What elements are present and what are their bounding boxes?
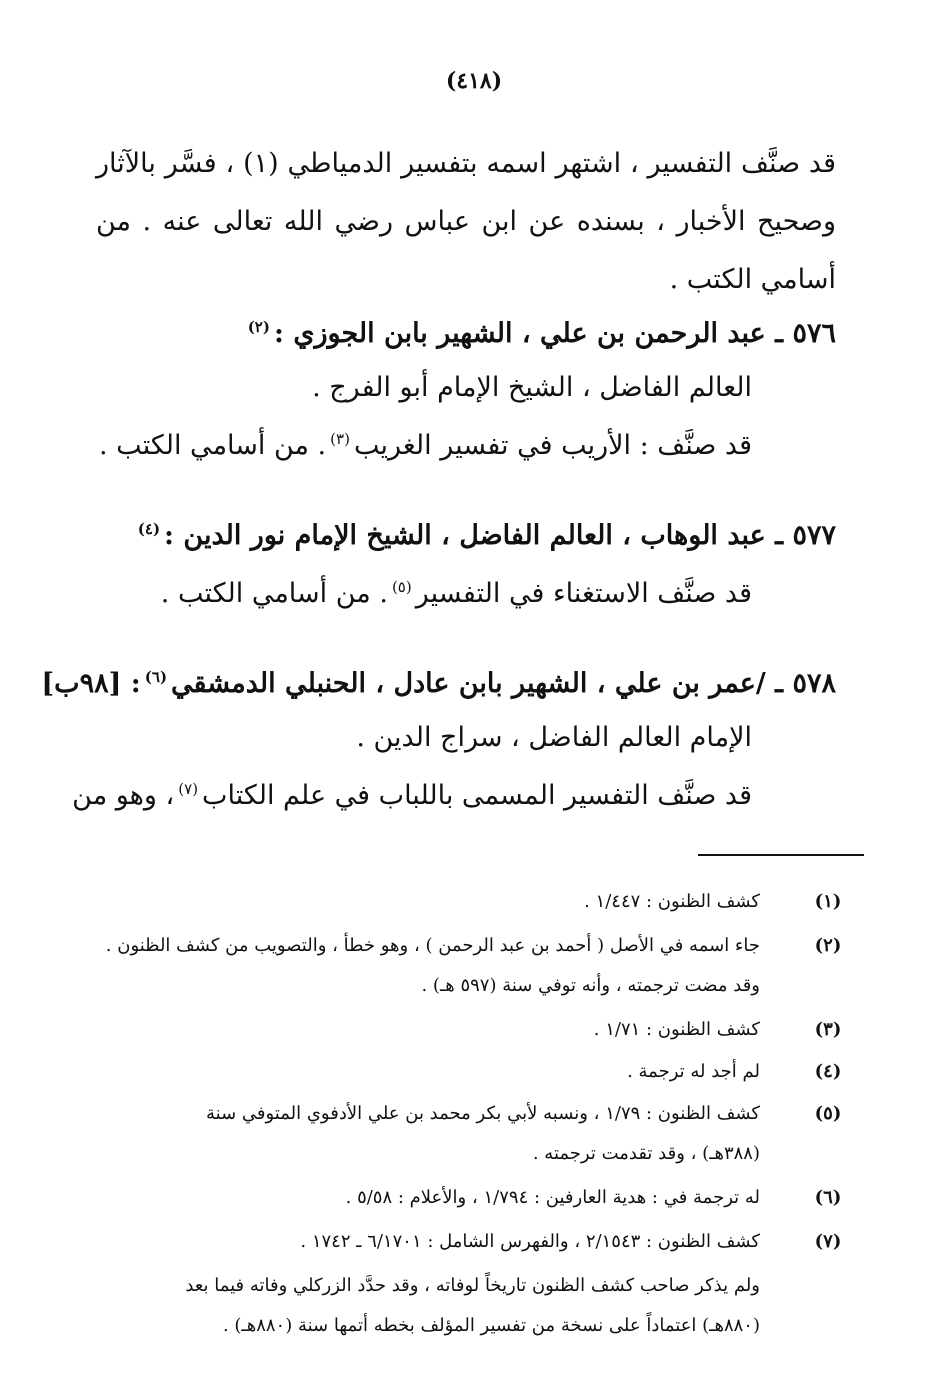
footnote-text: كشف الظنون : ١/٤٤٧ . [584,891,760,912]
footnote-number: (٣) [814,1019,842,1040]
entry-heading-text: ٥٧٧ ـ عبد الوهاب ، العالم الفاضل ، الشيخ الإمام نور الدين : [164,520,836,551]
entry-line-text: الإمام العالم الفاضل ، سراج الدين . [356,722,752,753]
entry-576-line-1 [92,372,752,403]
footnote-7 [88,1222,848,1262]
entry-line-text: قد صنَّف التفسير المسمى باللباب في علم الكتاب [202,780,752,811]
footnote-ref: (٤) [137,520,161,538]
entry-line-after: . من أسامي الكتب . [160,578,388,609]
entry-heading-after: : [٩٨ب] [41,668,141,699]
entry-line-text: العالم الفاضل ، الشيخ الإمام أبو الفرج . [312,372,752,403]
entry-heading-text: ٥٧٦ ـ عبد الرحمن بن علي ، الشهير بابن الجوزي : [273,318,836,349]
page-number: (٤١٨) [445,68,503,94]
entry-576-line-2 [92,430,752,461]
entry-line-text: قد صنَّف الاستغناء في التفسير [415,578,752,609]
footnote-number: (٤) [814,1061,842,1082]
entry-578-heading [41,668,836,699]
footnote-text: وقد مضت ترجمته ، وأنه توفي سنة (٥٩٧ هـ) . [421,975,760,996]
footnote-number: (٦) [814,1187,842,1208]
footnote-4 [88,1052,848,1092]
footnote-divider [698,854,864,856]
footnote-number: (٢) [814,935,842,956]
footnote-text: جاء اسمه في الأصل ( أحمد بن عبد الرحمن ) ، وهو خطأ ، والتصويب من كشف الظنون . [105,935,760,956]
entry-line-after: ، وهو من [72,780,175,811]
footnote-text: كشف الظنون : ١/٧١ . [593,1019,760,1040]
intro-paragraph: قد صنَّف التفسير ، اشتهر اسمه بتفسير الدمياطي (١) ، فسَّر بالآثار وصحيح الأخبار ، بسنده عن ابن عباس رضي الله تعالى عنه . من أسامي الكتب . [96,148,836,295]
entry-578-line-2 [72,780,752,811]
footnote-continuation-line-2: (٨٨٠هـ) اعتماداً على نسخة من تفسير المؤلف بخطه أتمها سنة (٨٨٠هـ) . [222,1315,760,1336]
footnote-5 [88,1094,848,1174]
footnote-text: لم أجد له ترجمة . [627,1061,760,1082]
footnote-text: (٣٨٨هـ) ، وقد تقدمت ترجمته . [532,1143,760,1164]
entry-577-line-1 [92,578,752,609]
entry-line-text: قد صنَّف : الأريب في تفسير الغريب [353,430,752,461]
footnote-1 [88,882,848,922]
entry-578-line-1 [92,722,752,753]
footnote-number: (١) [814,891,842,912]
footnote-2 [88,926,848,1006]
footnote-ref: (٥) [391,578,412,596]
footnote-number: (٥) [814,1103,842,1124]
footnote-ref: (٧) [178,780,199,798]
footnote-number: (٧) [814,1231,842,1252]
footnote-ref: (٢) [247,318,270,336]
entry-heading-text: ٥٧٨ ـ /عمر بن علي ، الشهير بابن عادل ، الحنبلي الدمشقي [171,668,836,699]
entry-576-heading [96,318,836,349]
footnote-text: له ترجمة في : هدية العارفين : ١/٧٩٤ ، والأعلام : ٥/٥٨ . [345,1187,760,1208]
entry-577-heading [96,520,836,551]
footnote-text: كشف الظنون : ١/٧٩ ، ونسبه لأبي بكر محمد بن علي الأدفوي المتوفي سنة [205,1103,760,1124]
footnote-ref: (٣) [330,430,350,448]
footnote-text: كشف الظنون : ٢/١٥٤٣ ، والفهرس الشامل : ٦/١٧٠١ ـ ١٧٤٢ . [300,1231,760,1252]
footnote-ref: (٦) [144,668,168,686]
footnote-3 [88,1010,848,1050]
entry-line-after: . من أسامي الكتب . [99,430,327,461]
footnote-6 [88,1178,848,1218]
footnote-continuation-line-1: ولم يذكر صاحب كشف الظنون تاريخاً لوفاته ، وقد حدَّد الزركلي وفاته فيما بعد [185,1275,760,1296]
